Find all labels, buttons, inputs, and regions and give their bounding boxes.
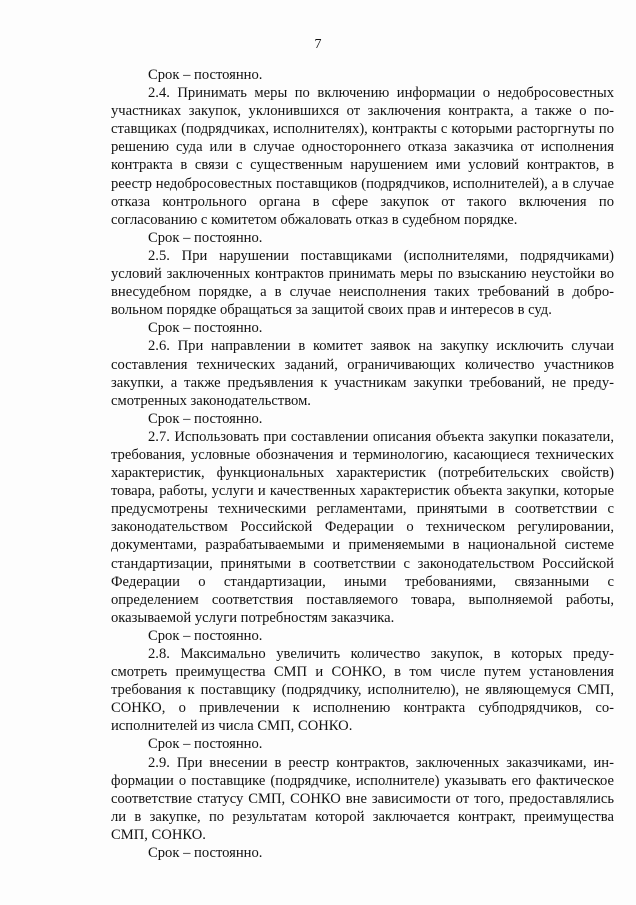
paragraph-2-4: 2.4. Принимать меры по включению информации о недобросовестных участниках закупок, уклонившихся от заключения контракта, а также о поставщиках (подрядчиках, исполнителях), контракты с которыми расторгнуты по решению суда или в случае одностороннего отказа заказчика от исполнения контракта в связи с существенным нарушением ими условий контрактов, в реестр недобросовестных поставщиков (подрядчиков, исполнителей), а в случае отказа контрольного органа в сфере закупок от такого включения по согласованию с комитетом обжаловать отказ в судебном порядке. <box>111 85 614 228</box>
term-line: Срок – постоянно. <box>148 67 263 83</box>
term-line: Срок – постоянно. <box>148 736 263 753</box>
paragraph-2-5: 2.5. При нарушении поставщиками (исполнителями, подрядчиками) условий заключенных контрактов принимать меры по взысканию неустойки во внесудебном порядке, а в случае неисполнения таких требований в добровольном порядке обращаться за защитой своих прав и интересов в суд. <box>111 247 614 319</box>
term-line: Срок – постоянно. <box>148 410 263 427</box>
page-number: 7 <box>314 37 322 52</box>
paragraph-2-7: 2.7. Использовать при составлении описания объекта закупки показатели, требования, условные обозначения и терминологию, касающиеся технических характеристик, функциональных характеристик (потребительских свойств) товара, работы, услуги и качественных характеристик объекта закупки, которые предусмотрены техническими регламентами, принятыми в соответствии с законодательством Российской Федерации о техническом регулировании, документами, разрабатываемыми и применяемыми в национальной системе стандартизации, принятыми в соответствии с законодательством Российской Федерации о стандартизации, иными требованиями, связанными с определением соответствия поставляемого товара, выполняемой работы, оказываемой услуги потребностям заказчика. <box>111 428 614 626</box>
paragraph-2-8: 2.8. Максимально увеличить количество закупок, в которых предусмотреть преимущества СМП и СОНКО, в том числе путем установления требования к поставщику (подрядчику, исполнителю), не являющемуся СМП, СОНКО, о привлечении к исполнению контракта субподрядчиков, соисполнителей из числа СМП, СОНКО. <box>111 646 614 735</box>
term-line: Срок – постоянно. <box>148 627 263 644</box>
term-line: Срок – постоянно. <box>148 845 263 862</box>
paragraph-2-6: 2.6. При направлении в комитет заявок на закупку исключить случаи составления технических заданий, ограничивающих количество участников закупки, а также предъявления к участникам закупки требований, не предусмотренных законодательством. <box>111 338 614 409</box>
paragraph-2-9: 2.9. При внесении в реестр контрактов, заключенных заказчиками, информации о поставщике (подрядчике, исполнителе) указывать его фактическое соответствие статусу СМП, СОНКО вне зависимости от того, предоставлялись ли в закупке, по результатам которой заключается контракт, преимущества СМП, СОНКО. <box>111 754 614 843</box>
term-line: Срок – постоянно. <box>148 229 263 246</box>
term-line: Срок – постоянно. <box>148 320 263 337</box>
document-body <box>111 66 614 862</box>
